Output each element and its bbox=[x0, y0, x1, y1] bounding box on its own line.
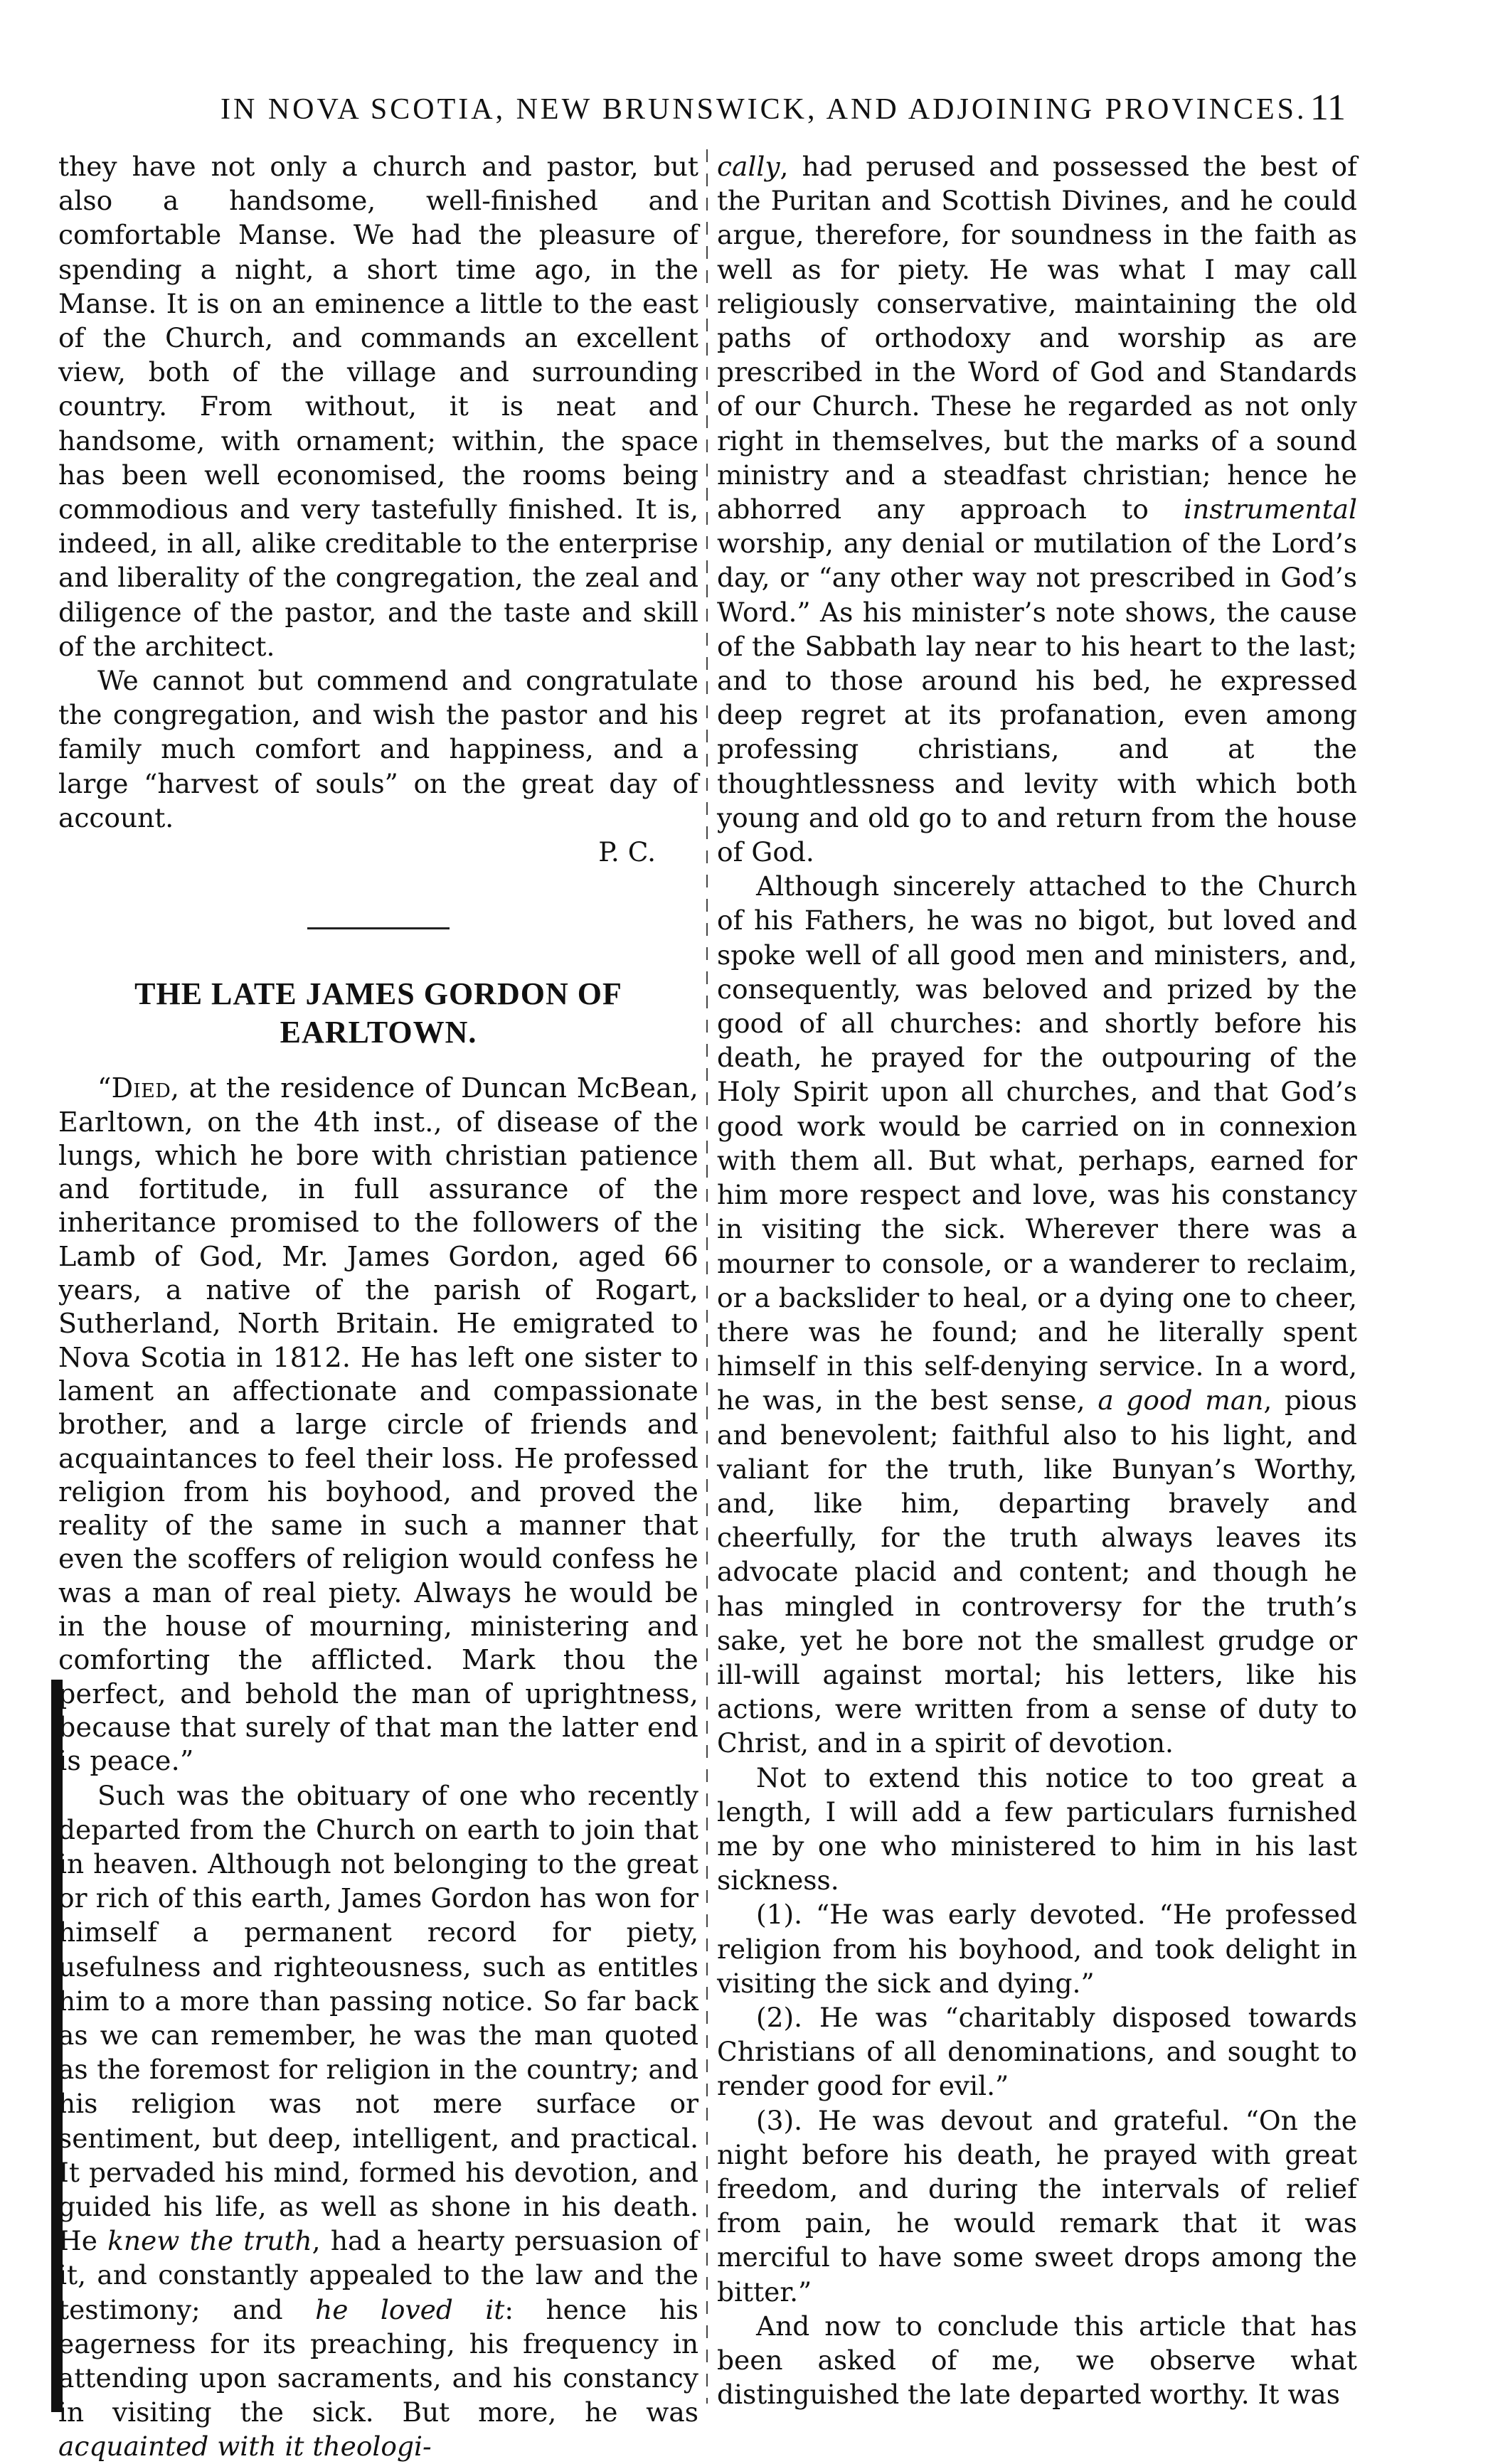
article-title: THE LATE JAMES GORDON OF EARLTOWN. bbox=[134, 976, 622, 1050]
right-column bbox=[717, 149, 1357, 2411]
conclusion-paragraph: And now to conclude this article that has been asked of me, we observe what distinguished the late departed worthy. It was bbox=[717, 2310, 1357, 2411]
column-rule bbox=[706, 149, 708, 2404]
tribute-text-c: : hence his eagerness for its preaching, his frequency in attending upon sacraments, and his constancy in visiting the sick. But more, he was bbox=[58, 2293, 699, 2428]
obituary-quote bbox=[58, 1072, 698, 1778]
page-number: 11 bbox=[1309, 87, 1346, 128]
particulars-intro: Not to extend this notice to too great a length, I will add a few particulars furnished me by one who ministered to him in his last sickness. bbox=[717, 1761, 1357, 1897]
obituary-lead: “Died, bbox=[97, 1072, 180, 1104]
character-text-b: , pious and benevolent; faithful also to his light, and valiant for the truth, like Bunyan’s Worthy, and, like him, departing bravely and cheerfully, for the truth always leaves its advocate placid and content; and though he has mingled in controversy for the truth’s sake, yet he bore not the smallest grudge or ill-will against mortal; his letters, like his actions, were written from a sense of duty to Christ, and in a spirit of devotion. bbox=[717, 1385, 1357, 1759]
orthodoxy-paragraph bbox=[717, 149, 1357, 869]
particular-3: (3). He was devout and grateful. “On the night before his death, he prayed with great freedom, and during the intervals of relief from pain, he would remark that it was merciful to have some sweet drops among the bitter.” bbox=[717, 2104, 1357, 2308]
good-man-phrase: a good man bbox=[1098, 1385, 1264, 1417]
tribute-emphasis-2: he loved it bbox=[315, 2293, 505, 2325]
obituary-text: at the residence of Duncan McBean, Earltown, on the 4th inst., of disease of the lungs, which he bore with christian patience and fortitude, in full assurance of the inheritance promised to the followers of the Lamb of God, Mr. James Gordon, aged 66 years, a native of the parish of Rogart, Sutherland, North Britain. He emigrated to Nova Scotia in 1812. He has left one sister to lament an affectionate and compassionate brother, and a large circle of friends and acquaintances to feel their loss. He professed religion from his boyhood, and proved the reality of the same in such a manner that even the scoffers of religion would confess he was a man of real piety. Always he would be in the house of mourning, ministering and comforting the afflicted. Mark thou the perfect, and behold the man of uprightness, because that surely of that man the latter end is peace.” bbox=[58, 1072, 698, 1777]
character-text-a: Although sincerely attached to the Church of his Fathers, he was no bigot, but loved and spoke well of all good men and ministers, and, consequently, was beloved and prized by the good of all churches: and shortly before his death, he prayed for the outpouring of the Holy Spirit upon all churches, and that God’s good work would be carried on in connexion with them all. But what, perhaps, earned for him more respect and love, was his constancy in visiting the sick. Wherever there was a mourner to console, or a wanderer to reclaim, or a backslider to heal, or a dying one to cheer, there was he found; and he literally spent himself in this self-denying service. In a word, he was, in the best sense, bbox=[717, 870, 1357, 1417]
tribute-paragraph bbox=[58, 1778, 698, 2464]
particular-2: (2). He was “charitably disposed towards Christians of all denominations, and sought to render good for evil.” bbox=[717, 2001, 1357, 2102]
orthodoxy-text-b: worship, any denial or mutilation of the Lord’s day, or “any other way not prescribed in God’s Word.” As his minister’s note shows, the cause of the Sabbath lay near to his heart to the last; and to those around his bed, he expressed deep regret at its profanation, even among professing christians, and at the thoughtlessness and levity with which both young and old go to and return from the house of God. bbox=[717, 528, 1357, 868]
tribute-emphasis-3: acquainted with it theologi- bbox=[58, 2431, 432, 2463]
continued-word: cally bbox=[717, 151, 780, 182]
tribute-emphasis-1: knew the truth bbox=[107, 2225, 312, 2257]
manse-paragraph: they have not only a church and pastor, but also a handsome, well-finished and comfortable Manse. We had the pleasure of spending a night, a short time ago, in the Manse. It is on an eminence a little to the east of the Church, and commands an excellent view, both of the village and surrounding country. From without, it is neat and handsome, with ornament; within, the space has been well economised, the rooms being commodious and very tastefully finished. It is, indeed, in all, alike creditable to the enterprise and liberality of the congregation, the zeal and diligence of the pastor, and the taste and skill of the architect. bbox=[58, 151, 698, 662]
tribute-text-b: , had a hearty persuasion of it, and constantly appealed to the law and the testimony; and bbox=[58, 2225, 698, 2325]
tribute-text-a: Such was the obituary of one who recently departed from the Church on earth to join that in heaven. Although not belonging to the great or rich of this earth, James Gordon has won for himself a permanent record for piety, usefulness and righteousness, such as entitles him to a more than passing notice. So far back as we can remember, he was the man quoted as the foremost for religion in the country; and his religion was not mere surface or sentiment, but deep, intelligent, and practical. It pervaded his mind, formed his devotion, and guided his life, as well as shone in his death. He bbox=[58, 1779, 698, 2257]
congratulation-paragraph: We cannot but commend and congratulate the congregation, and wish the pastor and his family much comfort and happiness, and a large “harvest of souls” on the great day of account. bbox=[58, 665, 698, 833]
signature-line bbox=[58, 835, 698, 869]
instrumental-word: instrumental bbox=[1184, 494, 1357, 526]
running-header bbox=[185, 85, 1346, 135]
running-title: IN NOVA SCOTIA, NEW BRUNSWICK, AND ADJOINING PROVINCES. bbox=[220, 93, 1307, 126]
orthodoxy-text-a: , had perused and possessed the best of the Puritan and Scottish Divines, and he could argue, therefore, for soundness in the faith as well as for piety. He was what I may call religiously conservative, maintaining the old paths of orthodoxy and worship as are prescribed in the Word of God and Standards of our Church. These he regarded as not only right in themselves, but the marks of a sound ministry and a steadfast christian; hence he abhorred any approach to bbox=[717, 151, 1357, 526]
signature: P. C. bbox=[598, 836, 656, 868]
particular-1: (1). “He was early devoted. “He professed religion from his boyhood, and took delight in visiting the sick and dying.” bbox=[717, 1899, 1357, 1999]
character-paragraph bbox=[717, 869, 1357, 1760]
section-divider bbox=[307, 927, 450, 929]
left-column bbox=[58, 149, 699, 2463]
